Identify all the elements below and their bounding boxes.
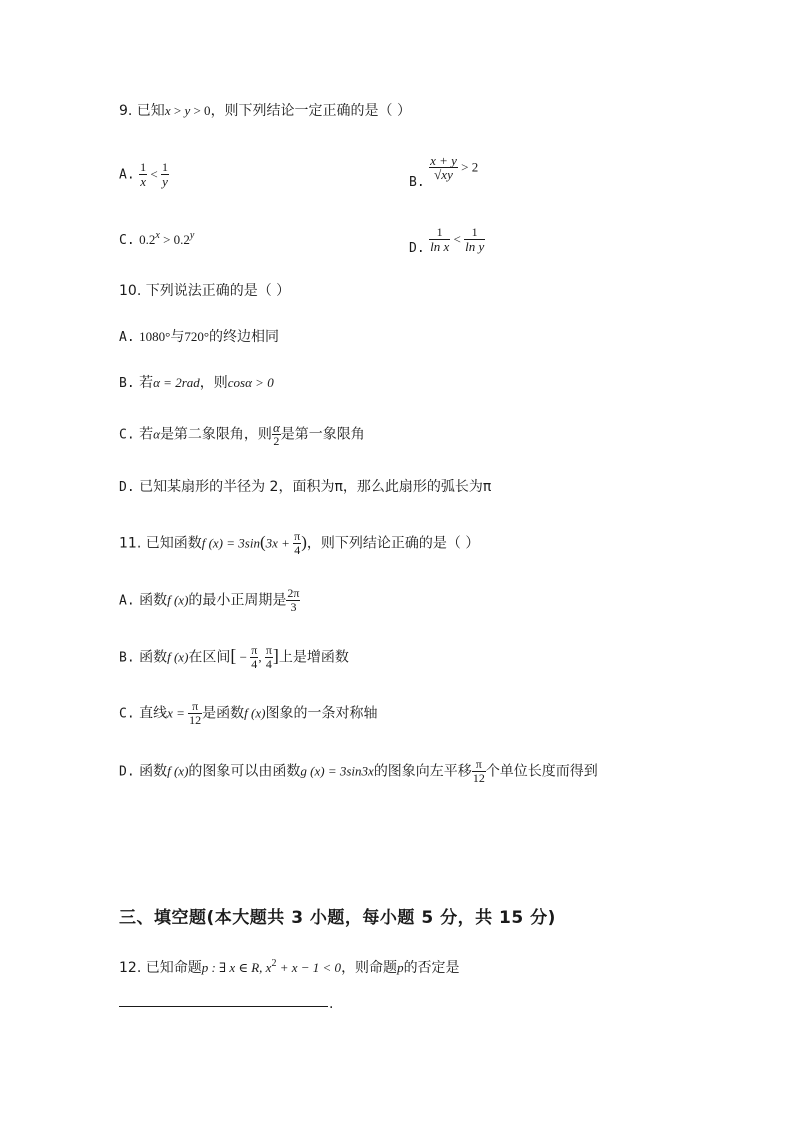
- q11-option-b: B. 函数f (x)在区间[ − $\frac{\pi}{4}$ , $\frac{\pi}{4}$ ]上是增函数: [119, 643, 349, 671]
- q10-stem: 10. 下列说法正确的是（ ）: [119, 283, 291, 299]
- q10-option-a: A. 1080°与720°的终边相同: [119, 329, 280, 345]
- q10-option-b: B. 若α = 2rad，则cosα > 0: [119, 375, 274, 391]
- q11-stem: 11. 已知函数f (x) = 3sin(3x + $\frac{\pi}{4}$ )，则下列结论正确的是（ ）: [119, 529, 480, 557]
- q9-option-a: A. $\frac{1}{x}$ < $\frac{1}{y}$: [119, 160, 168, 189]
- answer-blank[interactable]: [119, 1006, 328, 1007]
- q9-option-d: D. $\frac{1}{\text{ln x}}$ < $\frac{1}{\text{ln y}}$: [409, 225, 485, 256]
- q10-option-d: D. 已知某扇形的半径为 2，面积为π，那么此扇形的弧长为π: [119, 479, 492, 495]
- q11-option-d: D. 函数f (x)的图象可以由函数g (x) = 3sin3x的图象向左平移 $\frac{\pi}{12}$ 个单位长度而得到: [119, 757, 598, 785]
- fraction: $\frac{\pi}{4}$: [251, 643, 258, 671]
- fraction: $\frac{\pi}{4}$: [294, 529, 301, 557]
- fraction: $\frac{\pi}{4}$: [265, 643, 272, 671]
- fraction: $\frac{2\pi}{3}$: [287, 586, 300, 614]
- answer-period: .: [329, 996, 334, 1012]
- fraction: $\frac{\pi}{12}$: [189, 699, 202, 727]
- q12-stem: 12. 已知命题p : ∃ x ∈ R, $x^2 + x - 1 < 0$，则命题p的否定是: [119, 958, 460, 976]
- q10-option-c: C. 若α是第二象限角，则 $\frac{\alpha}{2}$ 是第一象限角: [119, 420, 365, 448]
- fraction: $\frac{1}{\text{ln x}}$: [430, 225, 450, 254]
- fraction: $\frac{\pi}{12}$: [472, 757, 485, 785]
- fraction: $\frac{1}{x}$: [140, 160, 147, 189]
- q9-stem: 9. 已知x > y > 0，则下列结论一定正确的是（ ）: [119, 103, 412, 119]
- fraction: $\frac{x + y}{√xy}$: [430, 153, 457, 182]
- q11-option-a: A. 函数f (x)的最小正周期是 $\frac{2\pi}{3}$: [119, 586, 300, 614]
- q9-option-c: C. $0.2^x > 0.2^y$: [119, 230, 195, 248]
- fraction: $\frac{\alpha}{2}$: [272, 420, 280, 448]
- q11-option-c: C. 直线x = $\frac{\pi}{12}$ 是函数f (x)图象的一条对称轴: [119, 699, 378, 727]
- q9-option-b: B. $\frac{x + y}{√xy}$ > 2: [409, 153, 479, 190]
- section-heading: 三、填空题(本大题共 3 小题，每小题 5 分，共 15 分): [119, 908, 556, 928]
- fraction: $\frac{1}{y}$: [161, 160, 168, 189]
- fraction: $\frac{1}{\text{ln y}}$: [465, 225, 485, 254]
